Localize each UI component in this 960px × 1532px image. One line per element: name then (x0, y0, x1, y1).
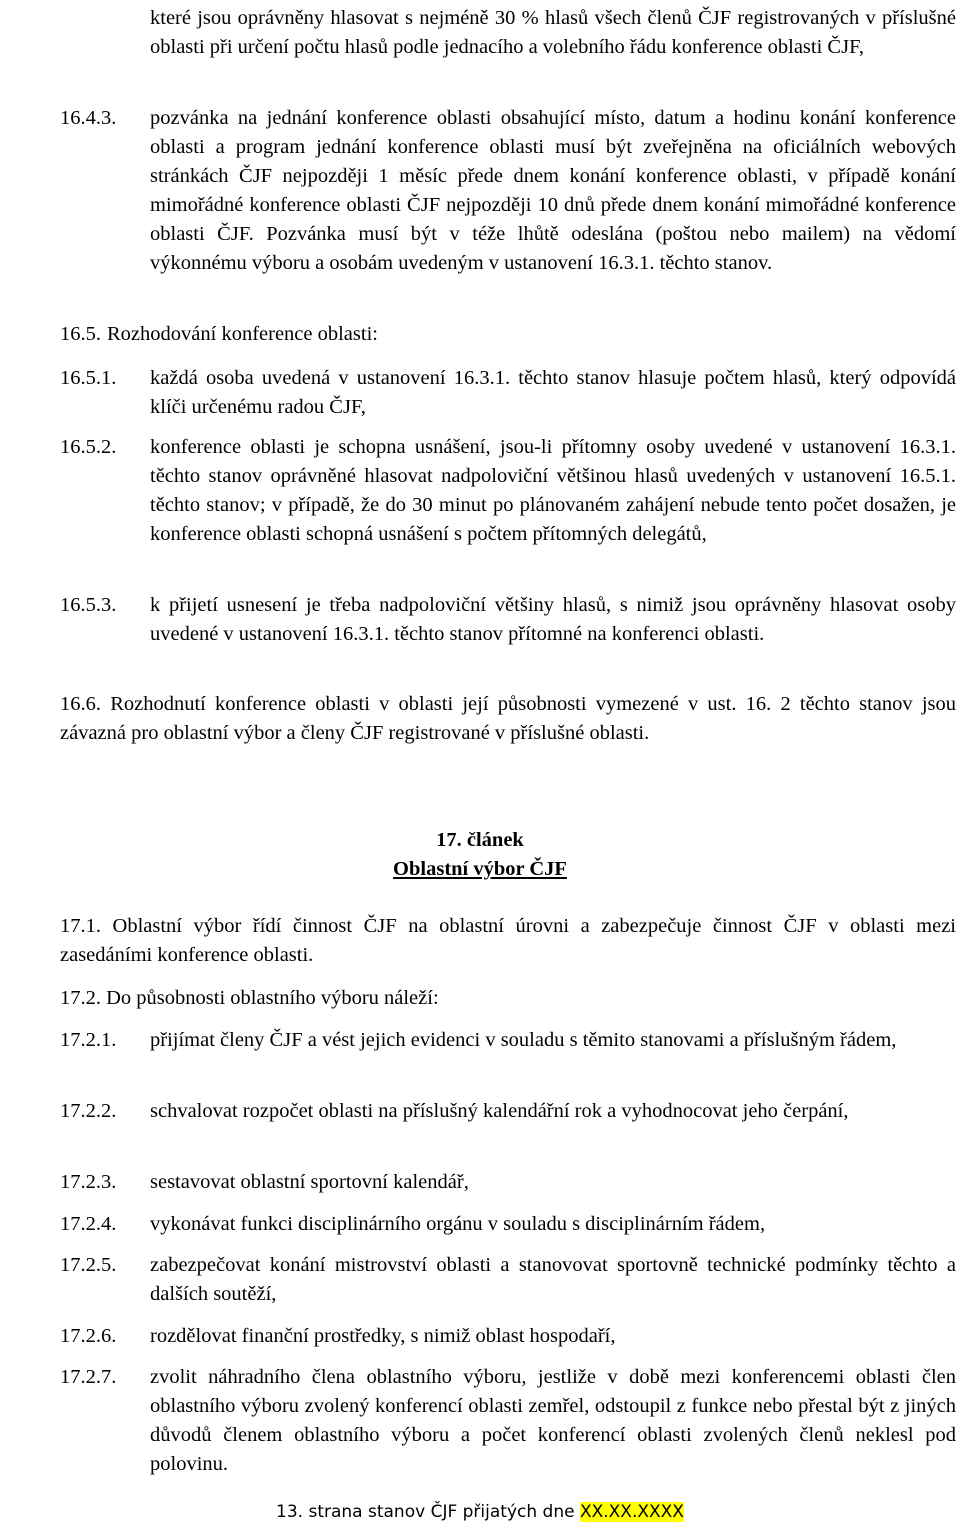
paragraph-text: vykonávat funkci disciplinárního orgánu v souladu s disciplinárním řádem, (150, 1213, 766, 1235)
paragraph-text: konference oblasti je schopna usnášení, jsou-li přítomny osoby uvedené v ustanovení 16.3.1. těchto stanov oprávněné hlasovat nadpoloviční většinou hlasů uvedených v ustanovení 16.5.1. těchto stanov; v případě, že do 30 minut po plánovaném zahájení nebude tento počet dosažen, je konference oblasti schopná usnášení s počtem přítomných delegátů, (150, 436, 956, 545)
paragraph-text: Rozhodování konference oblasti: (107, 323, 378, 345)
paragraph-number: 16.5.3. (60, 594, 117, 616)
paragraph-text: přijímat členy ČJF a vést jejich evidenci v souladu s těmito stanovami a příslušným řádem, (150, 1029, 897, 1051)
paragraph-number: 16.5. (60, 323, 101, 345)
paragraph-text-with-number (60, 912, 956, 970)
paragraph-text: k přijetí usnesení je třeba nadpoloviční většiny hlasů, s nimiž jsou oprávněny hlasovat osoby uvedené v ustanovení 16.3.1. těchto stanov přítomné na konferenci oblasti. (150, 594, 956, 645)
footer-date-highlight: XX.XX.XXXX (579, 1502, 684, 1522)
paragraph-text: Oblastní výbor řídí činnost ČJF na oblastní úrovni a zabezpečuje činnost ČJF v oblasti mezi zasedáními konference oblasti. (60, 915, 957, 966)
paragraph-number: 17.2.1. (60, 1029, 117, 1051)
footer-text: 13. strana stanov ČJF přijatých dne (276, 1502, 580, 1522)
paragraph-text: každá osoba uvedená v ustanovení 16.3.1. těchto stanov hlasuje počtem hlasů, který odpovídá klíči určenému radou ČJF, (150, 367, 956, 418)
paragraph-16-6-wrap (60, 690, 956, 748)
paragraph-text: Do působnosti oblastního výboru náleží: (106, 987, 439, 1009)
paragraph-text: rozdělovat finanční prostředky, s nimiž oblast hospodaří, (150, 1325, 616, 1347)
paragraph-number: 16.5.2. (60, 436, 117, 458)
article-number: 17. článek (436, 829, 524, 851)
paragraph-number: 16.4.3. (60, 107, 117, 129)
paragraph-text-with-number (60, 984, 956, 1013)
article-title-text: Oblastní výbor ČJF (393, 858, 567, 880)
paragraph-number: 17.1. (60, 915, 101, 937)
paragraph-text: schvalovat rozpočet oblasti na příslušný kalendářní rok a vyhodnocovat jeho čerpání, (150, 1100, 849, 1122)
page-footer (0, 1499, 960, 1525)
paragraph-number: 17.2. (60, 987, 101, 1009)
paragraph-text: sestavovat oblastní sportovní kalendář, (150, 1171, 469, 1193)
article-title (0, 855, 960, 884)
paragraph-number: 17.2.3. (60, 1171, 117, 1193)
paragraph-number: 17.2.4. (60, 1213, 117, 1235)
paragraph-number: 16.5.1. (60, 367, 117, 389)
paragraph-text: Rozhodnutí konference oblasti v oblasti její působnosti vymezené v ust. 16. 2 těchto stanov jsou závazná pro oblastní výbor a členy ČJF registrované v příslušné oblasti. (60, 693, 957, 744)
paragraph-text: které jsou oprávněny hlasovat s nejméně 30 % hlasů všech členů ČJF registrovaných v příslušné oblasti při určení počtu hlasů podle jednacího a volebního řádu konference oblasti ČJF, (150, 7, 956, 58)
paragraph-text: pozvánka na jednání konference oblasti obsahující místo, datum a hodinu konání konference oblasti a program jednání konference oblasti musí být zveřejněna na oficiálních webových stránkách ČJF nejpozději 1 měsíc přede dnem konání konference oblasti, v případě konání mimořádné konference oblasti ČJF nejpozději 10 dnů přede dnem konání mimořádné konference oblasti ČJF. Pozvánka musí být v téže lhůtě odeslána (poštou nebo mailem) na vědomí výkonnému výboru a osobám uvedeným v ustanovení 16.3.1. těchto stanov. (150, 107, 956, 274)
paragraph-number: 17.2.5. (60, 1254, 117, 1276)
paragraph-number: 16.6. (60, 693, 111, 715)
paragraph-text: zabezpečovat konání mistrovství oblasti a stanovovat sportovně technické podmínky těchto a dalších soutěží, (150, 1254, 956, 1305)
paragraph-number: 17.2.6. (60, 1325, 117, 1347)
paragraph-text: zvolit náhradního člena oblastního výboru, jestliže v době mezi konferencemi oblasti člen oblastního výboru zvolený konferencí oblasti zemřel, odstoupil z funkce nebo přestal být z jiných důvodů členem oblastního výboru a počet konferencí oblasti zvolených členů neklesl pod polovinu. (150, 1366, 956, 1475)
paragraph-number: 17.2.7. (60, 1366, 117, 1388)
paragraph-number: 17.2.2. (60, 1100, 117, 1122)
